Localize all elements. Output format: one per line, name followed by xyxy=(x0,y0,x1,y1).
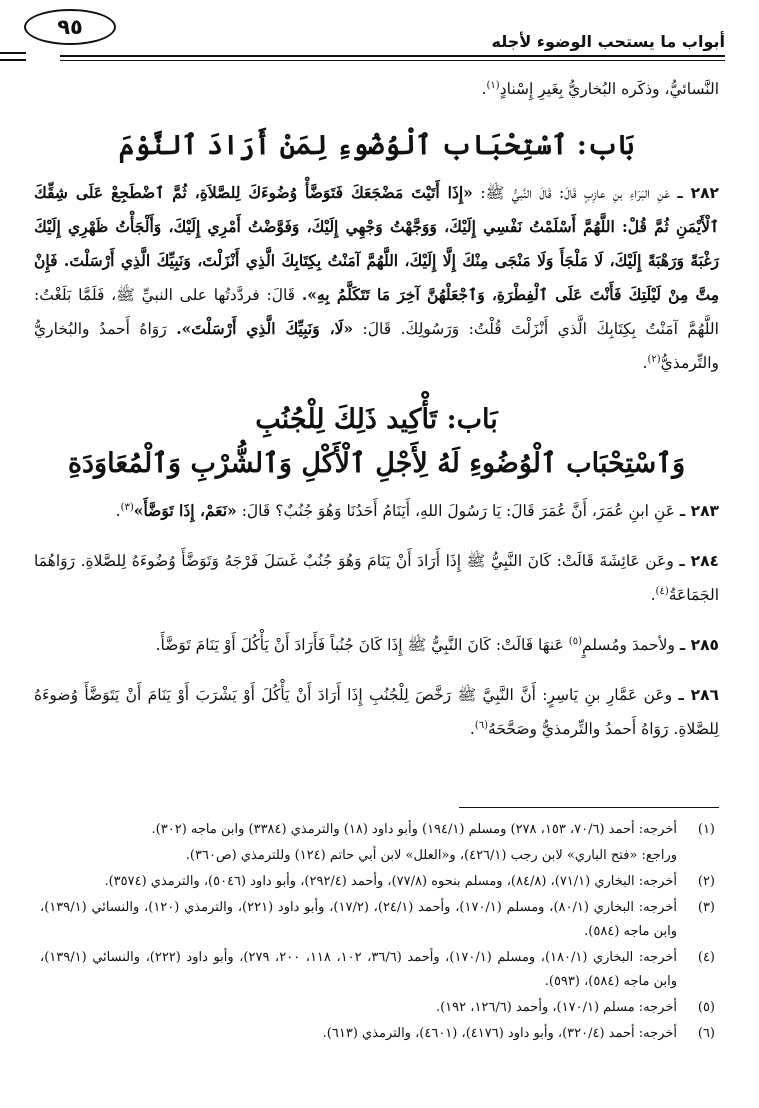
hadith-282: ٢٨٢ ـ عَنِ البَرَاءِ بنِ عازِبٍ قَالَ: قَالَ النَّبيُّ ﷺ: «إِذَا أَتَيْتَ مَضْجَعَكَ فَتَوَضَّأْ وُضُوءَكَ لِلصَّلاَةِ، ثُمَّ ٱضْطَجِعْ عَلَى شِقِّكَ ٱلْأَيْمَنِ ثُمَّ قُلْ: اللَّهُمَّ أَسْلَمْتُ نَفْسِي إِلَيْكَ، وَوَجَّهْتُ وَجْهِي إِلَيْكَ، وَفَوَّضْتُ أَمْرِي إِلَيْكَ، وَأَلْجَأْتُ ظَهْرِي إِلَيْكَ رَغْبَةً وَرَهْبَةً إِلَيْكَ، لَا مَلْجَأَ وَلَا مَنْجَى مِنْكَ إِلَّا إِلَيْكَ، اللَّهُمَّ آمَنْتُ بِكِتَابِكَ الَّذِي أَنْزَلْتَ، وَنَبِيِّكَ الَّذِي أَرْسَلْتَ. فَإِنْ مِتَّ مِنْ لَيْلَتِكَ فَأَنْتَ عَلَى ٱلْفِطْرَةِ، وَٱجْعَلْهُنَّ آخِرَ مَا تَتَكَلَّمُ بِهِ». قَالَ: فردَّدتُها على النبيِّ ﷺ، فَلَمَّا بَلَغْتُ: اللَّهُمَّ آمَنْتُ بِكِتَابِكَ الَّذي أَنْزَلْتَ قُلْتُ: وَرَسُولِكَ. قَالَ: «لَا، وَنَبِيِّكَ الَّذِي أَرْسَلْتَ». رَوَاهُ أَحمدُ والبُخاريُّ والتِّرمذيُّ$^{(٢)}$. xyxy=(34,183,720,372)
hadith-opening: عَنِ ابنِ عُمَرَ، أَنَّ عُمَرَ قَالَ: يَا رَسُولَ اللهِ، أَيَنَامُ أَحَدُنَا وَهُوَ جُنُبٌ؟ قَالَ: xyxy=(241,502,675,520)
hadith-text-a: ولأحمدَ ومُسلمٍ xyxy=(581,636,675,654)
hadith-number: ٢٨٥ ـ xyxy=(679,636,719,654)
footnote-number: (٤) xyxy=(697,950,715,965)
hadith-middle: قَالَ: فردَّدتُها على النبيِّ ﷺ، فَلَمَّا بَلَغْتُ: اللَّهُمَّ آمَنْتُ بِكِتَابِكَ الَّذي أَنْزَلْتَ قُلْتُ: وَرَسُولِكَ. قَالَ: xyxy=(34,286,719,338)
footnote-number: (٣) xyxy=(697,900,715,915)
chapter-heading-line2: وَٱسْتِحْبَاب ٱلْوُضُوءِ لَهُ لِأَجْلِ ٱلْأَكْلِ وَٱلشُّرْبِ وَٱلْمُعَاوَدَةِ xyxy=(67,448,686,479)
hadith-number: ٢٨٣ ـ xyxy=(679,502,719,520)
footnote-text: أخرجه: أحمد (٧٠/٦، ١٥٣، ٢٧٨) ومسلم (١٩٤/١) وأبو داود (١٨) والترمذي (٣٣٨٤) وابن ماجه (٣٠٢). xyxy=(151,822,677,837)
hadith-text: وعَن عَمَّارِ بنِ يَاسِرٍ: أَنَّ النَّبِيَّ ﷺ رَخَّصَ لِلْجُنُبِ إِذَا أَرَادَ أَنْ يَأْكُلَ أَوْ يَشْرَبَ أَوْ يَنَامَ أَنْ يَتَوَضَّأَ وُضوءَهُ لِلصَّلاةِ. رَوَاهُ أَحمدُ والتِّرمذيُّ وصَحَّحَهُ xyxy=(34,686,719,738)
running-title: أبواب ما يستحب الوضوء لأجله xyxy=(491,32,725,51)
intro-text: النَّسائيُّ، وذكَره البُخاريُّ بِغَيرِ إِسْنادٍ xyxy=(499,80,719,98)
header-rule xyxy=(60,55,725,57)
hadith-number: ٢٨٤ ـ xyxy=(679,552,719,570)
hadith-number: ٢٨٢ ـ xyxy=(677,184,720,202)
hadith-speech: «نَعَمْ، إِذَا تَوَضَّأَ» xyxy=(133,501,237,520)
footnote xyxy=(40,946,715,994)
chapter-heading: بَاب: ٱسْتِحْبَاب ٱلْوُضُوءِ لِمَنْ أَرَادَ ٱلنَّوْمَ xyxy=(118,130,635,161)
footnotes xyxy=(40,818,715,1048)
footnote-text: أخرجه: البخاري (٨٠/١)، ومسلم (١٧٠/١)، وأحمد (٢٤/١)، (١٧/٢)، وأبو داود (٢٢١)، والترمذي (١٢٠)، والنسائي (١٣٩/١)، وابن ماجه (٥٨٤). xyxy=(40,900,678,939)
footnote-ref: (١) xyxy=(486,79,500,91)
hadith-opening: عَنِ البَرَاءِ بنِ عازِبٍ قَالَ: قَالَ النَّبيُّ ﷺ: xyxy=(480,184,670,202)
footnote-number: (١) xyxy=(697,822,715,837)
main-text xyxy=(34,72,719,746)
header-rule-thin xyxy=(60,60,725,61)
hadith-text: وعَن عَائِشَةَ قَالَتْ: كَانَ النَّبِيُّ ﷺ إِذَا أَرَادَ أَنْ يَنَامَ وَهُوَ جُنُبٌ غَسَلَ فَرْجَهُ وَتَوَضَّأَ وُضُوءَهُ لِلصَّلاةِ. رَوَاهُمَا الجَمَاعَةُ xyxy=(34,552,719,604)
footnote xyxy=(40,1022,715,1046)
hadith-speech-2: «لَا، وَنَبِيِّكَ الَّذِي أَرْسَلْتَ». xyxy=(176,319,354,338)
ornament-dash xyxy=(0,52,26,54)
footnote xyxy=(40,996,715,1020)
hadith-speech: «إِذَا أَتَيْتَ مَضْجَعَكَ فَتَوَضَّأْ وُضُوءَكَ لِلصَّلاَةِ، ثُمَّ ٱضْطَجِعْ عَلَى شِقِّكَ ٱلْأَيْمَنِ ثُمَّ قُلْ: اللَّهُمَّ أَسْلَمْتُ نَفْسِي إِلَيْكَ، وَوَجَّهْتُ وَجْهِي إِلَيْكَ، وَفَوَّضْتُ أَمْرِي إِلَيْكَ، وَأَلْجَأْتُ ظَهْرِي إِلَيْكَ رَغْبَةً وَرَهْبَةً إِلَيْكَ، لَا مَلْجَأَ وَلَا مَنْجَى مِنْكَ إِلَّا إِلَيْكَ، اللَّهُمَّ آمَنْتُ بِكِتَابِكَ الَّذِي أَنْزَلْتَ، وَنَبِيِّكَ الَّذِي أَرْسَلْتَ. فَإِنْ مِتَّ مِنْ لَيْلَتِكَ فَأَنْتَ عَلَى ٱلْفِطْرَةِ، وَٱجْعَلْهُنَّ آخِرَ مَا تَتَكَلَّمُ بِهِ». xyxy=(34,183,720,304)
footnote-ref: (٣) xyxy=(120,501,134,513)
footnote xyxy=(40,818,715,842)
footnote-continuation: وراجع: «فتح الباري» لابن رجب (٤٢٦/١)، و«العلل» لابن أبي حاتم (١٢٤) وللترمذي (ص٣٦٠). xyxy=(185,848,677,863)
hadith-number: ٢٨٦ ـ xyxy=(678,686,719,704)
footnote-ref: (٢) xyxy=(647,353,661,365)
hadith-286: ٢٨٦ ـ وعَن عَمَّارِ بنِ يَاسِرٍ: أَنَّ النَّبِيَّ ﷺ رَخَّصَ لِلْجُنُبِ إِذَا أَرَادَ أَنْ يَأْكُلَ أَوْ يَشْرَبَ أَوْ يَنَامَ أَنْ يَتَوَضَّأَ وُضوءَهُ لِلصَّلاةِ. رَوَاهُ أَحمدُ والتِّرمذيُّ وصَحَّحَهُ$^{(٦)}$. xyxy=(34,686,719,738)
footnote xyxy=(40,870,715,894)
hadith-285 xyxy=(34,628,719,662)
footnote-text: أخرجه: مسلم (١٧٠/١)، وأحمد (١٢٦/٦، ١٩٢). xyxy=(435,1000,677,1015)
footnote-ref: (٦) xyxy=(474,719,489,731)
footnote-text: أخرجه: أحمد (٣٢٠/٤)، وأبو داود (٤١٧٦)، (٤٦٠١)، والترمذي (٦١٣). xyxy=(322,1026,677,1041)
footnote-text: أخرجه: البخاري (٧١/١)، (٨٤/٨)، ومسلم بنحوه (٧٧/٨)، وأحمد (٢٩٢/٤)، وأبو داود (٥٠٤٦)، والترمذي (٣٥٧٤). xyxy=(104,874,677,889)
ornament-dash xyxy=(0,59,26,61)
footnote-ref: (٤) xyxy=(655,585,669,597)
hadith-283: ٢٨٣ ـ عَنِ ابنِ عُمَرَ، أَنَّ عُمَرَ قَالَ: يَا رَسُولَ اللهِ، أَيَنَامُ أَحَدُنَا وَهُوَ جُنُبٌ؟ قَالَ: «نَعَمْ، إِذَا تَوَضَّأَ»$^{(٣)}$. xyxy=(115,501,719,520)
footnote-text: أخرجه: البخاري (١٨٠/١)، ومسلم (١٧٠/١)، وأحمد (٣٦/٦، ١٠٢، ١١٨، ٢٠٠، ٢٧٩)، وأبو داود (٢٢٢)، والنسائي (١٣٩/١)، وابن ماجه (٥٨٤)، (٥٩٣). xyxy=(40,950,678,989)
page-number-badge: ٩٥ xyxy=(24,9,116,45)
chapter-heading-line1: بَاب: تَأْكِيد ذَلِكَ لِلْجُنُبِ xyxy=(255,404,498,435)
hadith-text-b: عَنهَا قَالَتْ: كَانَ النَّبِيُّ ﷺ إِذَا كَانَ جُنُباً فَأَرَادَ أَنْ يَأْكُلَ أَوْ يَنَامَ تَوَضَّأَ. xyxy=(155,636,564,654)
footnote-number: (٢) xyxy=(697,874,715,889)
footnote-number: (٦) xyxy=(697,1026,715,1041)
footnote-number: (٥) xyxy=(697,1000,715,1015)
footnote-separator xyxy=(459,807,719,808)
footnote xyxy=(40,896,715,944)
hadith-284: ٢٨٤ ـ وعَن عَائِشَةَ قَالَتْ: كَانَ النَّبِيُّ ﷺ إِذَا أَرَادَ أَنْ يَنَامَ وَهُوَ جُنُبٌ غَسَلَ فَرْجَهُ وَتَوَضَّأَ وُضُوءَهُ لِلصَّلاةِ. رَوَاهُمَا الجَمَاعَةُ$^{(٤)}$. xyxy=(34,552,719,604)
footnote-ref: (٥) xyxy=(568,635,582,647)
hadith-closing: رَوَاهُ أَحمدُ والبُخاريُّ والتِّرمذيُّ xyxy=(34,320,719,372)
intro-line: النَّسائيُّ، وذكَره البُخاريُّ بِغَيرِ إِسْنادٍ$^{(١)}$. xyxy=(481,79,719,98)
